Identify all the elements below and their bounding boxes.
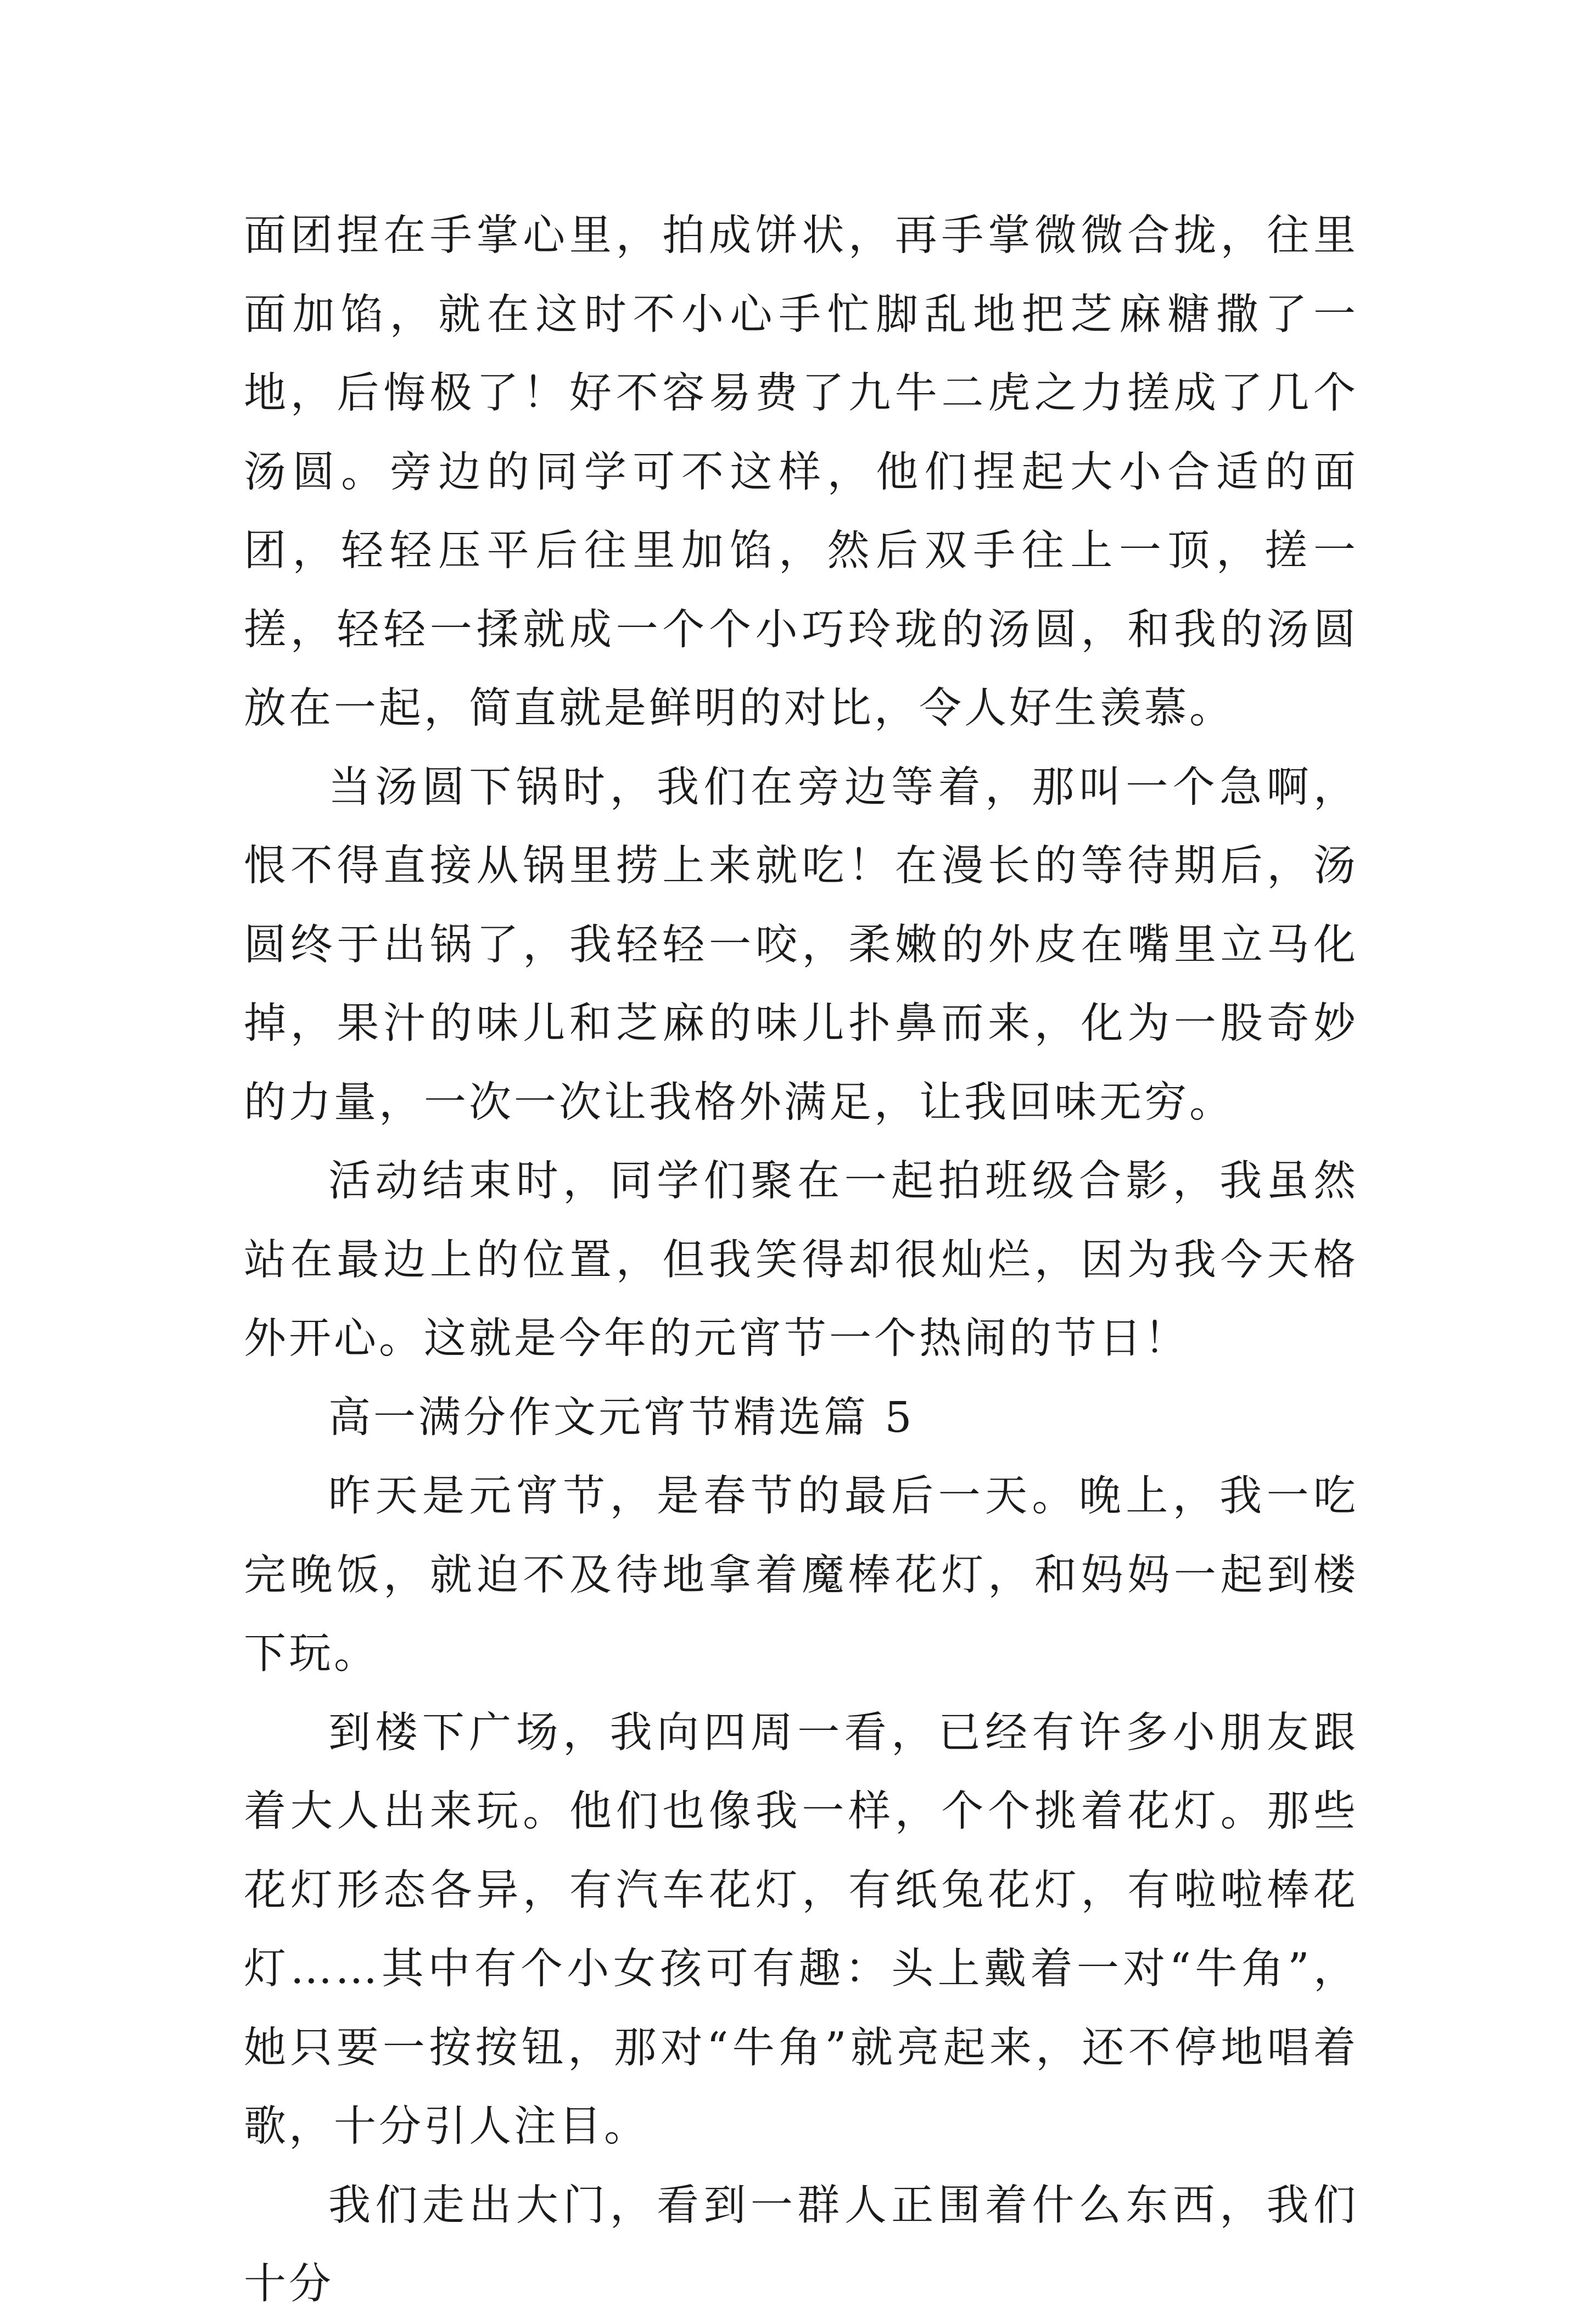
paragraph-3: 活动结束时，同学们聚在一起拍班级合影，我虽然站在最边上的位置，但我笑得却很灿烂，因为我今天格外开心。这就是今年的元宵节一个热闹的节日！ [244, 1157, 1358, 1363]
paragraph-4: 昨天是元宵节，是春节的最后一天。晚上，我一吃完晚饭，就迫不及待地拿着魔棒花灯，和妈妈一起到楼下玩。 [244, 1472, 1358, 1678]
paragraph-5: 到楼下广场，我向四周一看，已经有许多小朋友跟着大人出来玩。他们也像我一样，个个挑着花灯。那些花灯形态各异，有汽车花灯，有纸兔花灯，有啦啦棒花灯……其中有个小女孩可有趣：头上戴着一对“牛角”，她只要一按按钮，那对“牛角”就亮起来，还不停地唱着歌，十分引人注目。 [244, 1708, 1358, 2151]
paragraph-6: 我们走出大门，看到一群人正围着什么东西，我们十分 [244, 2181, 1358, 2309]
paragraph-2: 当汤圆下锅时，我们在旁边等着，那叫一个急啊，恨不得直接从锅里捞上来就吃！在漫长的等待期后，汤圆终于出锅了，我轻轻一咬，柔嫩的外皮在嘴里立马化掉，果汁的味儿和芝麻的味儿扑鼻而来，化为一股奇妙的力量，一次一次让我格外满足，让我回味无穷。 [244, 763, 1358, 1127]
paragraph-1: 面团捏在手掌心里，拍成饼状，再手掌微微合拢，往里面加馅，就在这时不小心手忙脚乱地把芝麻糖撒了一地，后悔极了！好不容易费了九牛二虎之力搓成了几个汤圆。旁边的同学可不这样，他们捏起大小合适的面团，轻轻压平后往里加馅，然后双手往上一顶，搓一搓，轻轻一揉就成一个个小巧玲珑的汤圆，和我的汤圆放在一起，简直就是鲜明的对比，令人好生羡慕。 [244, 211, 1358, 733]
article-body [244, 197, 1358, 2324]
section-heading: 高一满分作文元宵节精选篇 5 [328, 1393, 915, 1442]
